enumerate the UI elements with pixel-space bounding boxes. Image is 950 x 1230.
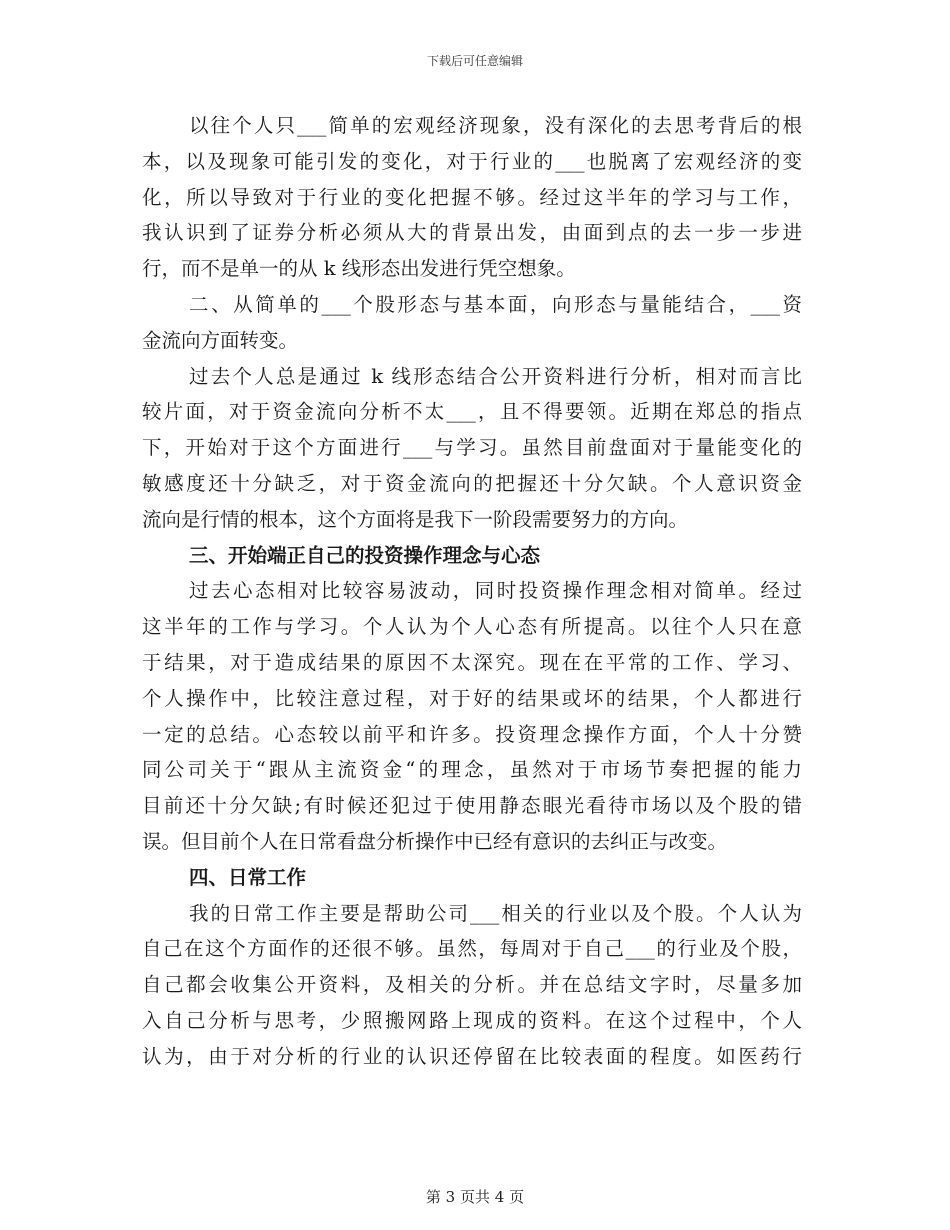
text-line: 化，所以导致对于行业的变化把握不够。经过这半年的学习与工作， (142, 185, 802, 209)
text-line: 误。但目前个人在日常看盘分析操作中已经有意识的去纠正与改变。 (142, 829, 728, 853)
text-line: 认为，由于对分析的行业的认识还停留在比较表面的程度。如医药行 (142, 1044, 802, 1068)
text-line: 自己都会收集公开资料，及相关的分析。并在总结文字时，尽量多加 (142, 973, 802, 997)
document-body (142, 108, 802, 1075)
text-line: 一定的总结。心态较以前平和许多。投资理念操作方面，个人十分赞 (142, 722, 802, 746)
text-line: 以往个人只___简单的宏观经济现象，没有深化的去思考背后的根 (189, 114, 802, 137)
text-line: 流向是行情的根本，这个方面将是我下一阶段需要努力的方向。 (142, 507, 689, 531)
text-line: 目前还十分欠缺;有时候还犯过于使用静态眼光看待市场以及个股的错 (142, 794, 802, 818)
text-line: 二、从简单的___个股形态与基本面，向形态与量能结合，___资 (189, 292, 802, 316)
text-line: 我的日常工作主要是帮助公司___相关的行业以及个股。个人认为 (189, 901, 802, 925)
section-heading: 三、开始端正自己的投资操作理念与心态 (189, 543, 541, 567)
text-line: 同公司关于“跟从主流资金“的理念，虽然对于市场节奏把握的能力 (142, 758, 802, 782)
page-header-note: 下载后可任意编辑 (426, 54, 523, 68)
text-line: 个人操作中，比较注意过程，对于好的结果或坏的结果，个人都进行 (142, 686, 802, 710)
text-line: 入自己分析与思考，少照搬网路上现成的资料。在这个过程中，个人 (142, 1008, 802, 1032)
text-line: 敏感度还十分缺乏，对于资金流向的把握还十分欠缺。个人意识资金 (142, 471, 802, 495)
text-line: 这半年的工作与学习。个人认为个人心态有所提高。以往个人只在意 (142, 615, 802, 639)
text-line: 于结果，对于造成结果的原因不太深究。现在在平常的工作、学习、 (142, 650, 802, 674)
text-line: 行，而不是单一的从 k 线形态出发进行凭空想象。 (142, 257, 576, 281)
text-line: 较片面，对于资金流向分析不太___，且不得要领。近期在郑总的指点 (142, 400, 802, 424)
text-line: 下，开始对于这个方面进行___与学习。虽然目前盘面对于量能变化的 (142, 436, 802, 460)
page-number: 第 3 页共 4 页 (425, 1188, 525, 1206)
text-line: 过去心态相对比较容易波动，同时投资操作理念相对简单。经过 (189, 579, 802, 603)
text-line: 自己在这个方面作的还很不够。虽然，每周对于自己___的行业及个股， (142, 937, 802, 961)
text-line: 本，以及现象可能引发的变化，对于行业的___也脱离了宏观经济的变 (142, 149, 802, 173)
text-line: 过去个人总是通过 k 线形态结合公开资料进行分析，相对而言比 (189, 364, 802, 388)
text-line: 我认识到了证券分析必须从大的背景出发，由面到点的去一步一步进 (142, 221, 802, 245)
text-line: 金流向方面转变。 (142, 328, 299, 352)
section-heading: 四、日常工作 (189, 865, 307, 889)
